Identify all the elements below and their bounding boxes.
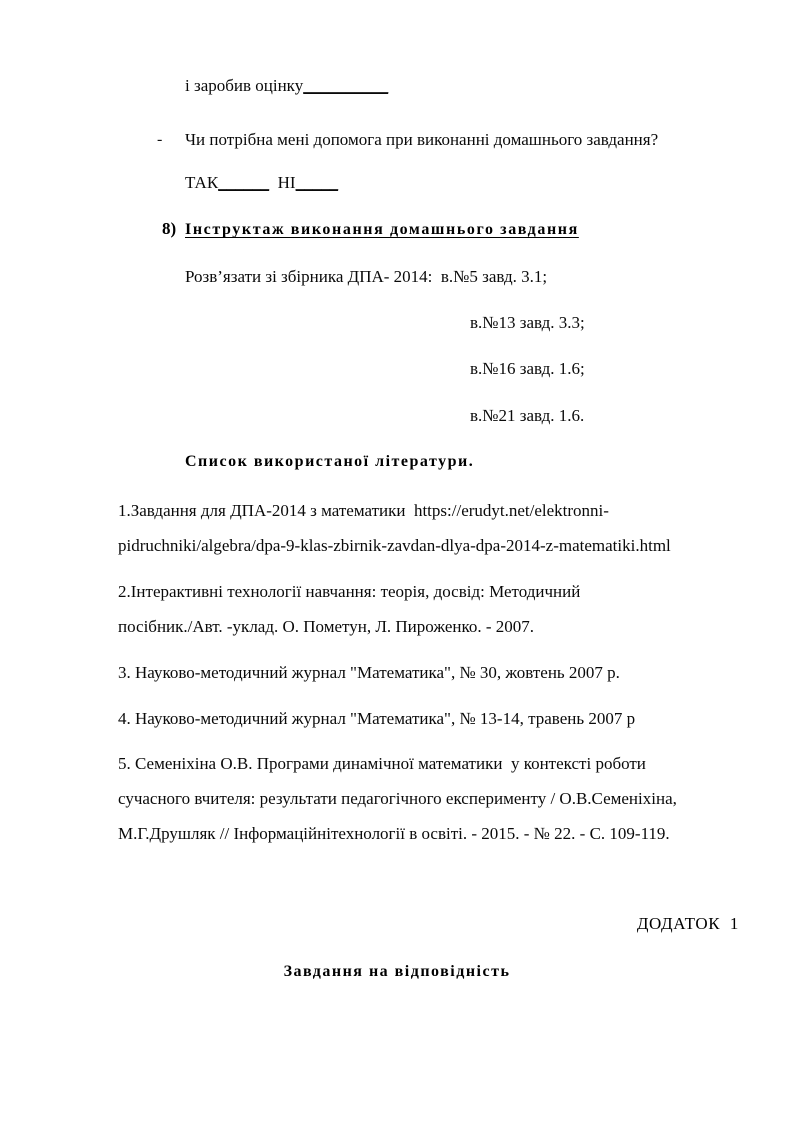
bibliography-entry-2-line-2: посібник./Авт. -уклад. О. Пометун, Л. Пироженко. - 2007. [118,617,535,636]
task-line-2: в.№13 завд. 3.3; [470,313,585,332]
bibliography-entry-5-line-3: М.Г.Друшляк // Інформаційнітехнології в освіті. - 2015. - № 22. - С. 109-119. [118,824,670,843]
answer-yes-label: ТАК [185,173,219,192]
bibliography-entry-5-line-1: 5. Семеніхіна О.В. Програми динамічної математики у контексті роботи [118,754,646,773]
bibliography-entry-5-line-2: сучасного вчителя: результати педагогічного експерименту / О.В.Семеніхіна, [118,789,677,808]
appendix-title: Завдання на відповідність [283,963,511,980]
grade-line [185,76,388,96]
bullet-dash-icon: - [157,131,163,148]
help-question: Чи потрібна мені допомога при виконанні домашнього завдання? [185,130,659,149]
bibliography-entry-2-line-1: 2.Інтерактивні технології навчання: теорія, досвід: Методичний [118,582,581,601]
answer-spacer [269,173,278,192]
task-line-4: в.№21 завд. 1.6. [470,406,585,425]
bibliography-entry-4-line-1: 4. Науково-методичний журнал "Математика", № 13-14, травень 2007 р [118,709,636,728]
answer-yes-blank[interactable]: ______ [218,173,270,192]
answer-no-label: НІ [277,173,296,192]
bibliography-entry-3-line-1: 3. Науково-методичний журнал "Математика", № 30, жовтень 2007 р. [118,663,620,682]
yes-no-answer-line [185,173,338,193]
task-line-1: Розв’язати зі збірника ДПА- 2014: в.№5 завд. 3.1; [185,267,548,286]
bibliography-heading: Список використаної літератури. [185,453,475,470]
section-8-number: 8) [162,219,177,238]
appendix-label: ДОДАТОК 1 [636,914,739,933]
task-line-3: в.№16 завд. 1.6; [470,359,585,378]
grade-line-text: і заробив оцінку [185,76,304,95]
answer-no-blank[interactable]: _____ [295,173,339,192]
grade-blank[interactable]: __________ [303,76,389,95]
bibliography-entry-1-line-1: 1.Завдання для ДПА-2014 з математики https://erudyt.net/elektronni- [118,501,609,520]
bibliography-entry-1-line-2: pidruchniki/algebra/dpa-9-klas-zbirnik-zavdan-dlya-dpa-2014-z-matematiki.html [118,536,671,555]
section-8-title: Інструктаж виконання домашнього завдання [185,221,579,238]
